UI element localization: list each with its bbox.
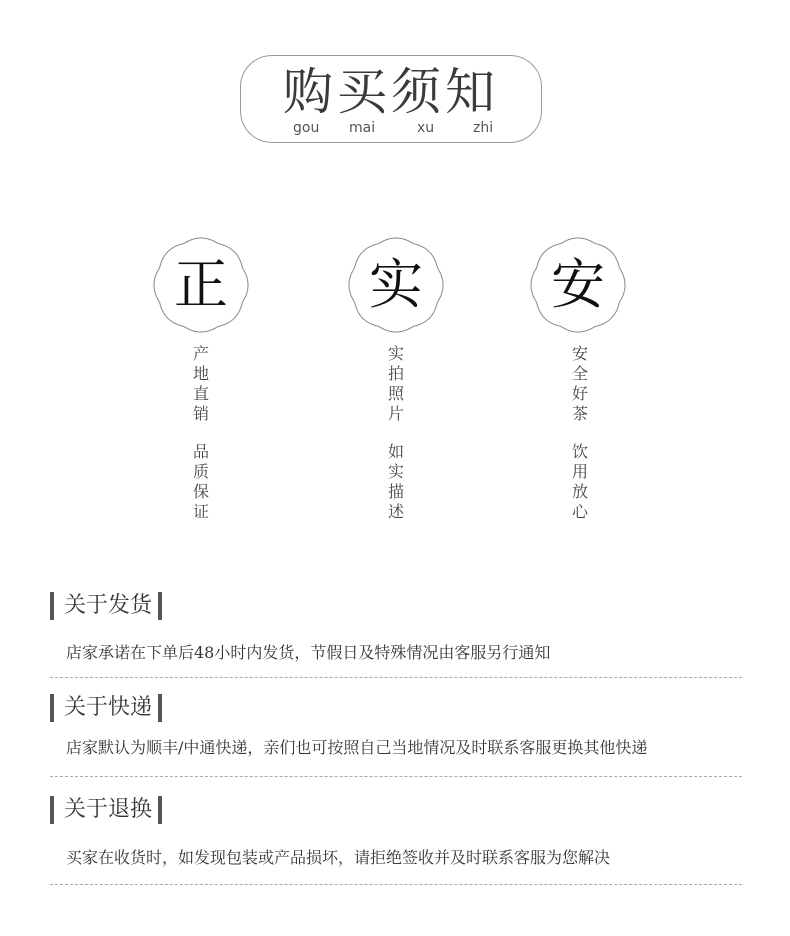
caption-char: 实 [387, 462, 404, 481]
caption-char: 如 [387, 442, 404, 461]
caption-char: 保 [192, 482, 209, 501]
divider [50, 677, 742, 678]
caption-char: 片 [387, 404, 404, 423]
divider [50, 884, 742, 885]
caption-char: 证 [192, 502, 209, 521]
caption-char: 全 [571, 364, 588, 383]
caption-char: 实 [387, 344, 404, 363]
pinyin-mai: mai [349, 120, 376, 136]
caption-char: 销 [192, 404, 209, 423]
badge-char: 安 [551, 253, 605, 316]
badge-shi [348, 237, 444, 333]
section-text-shipping: 店家承诺在下单后48小时内发货，节假日及特殊情况由客服另行通知 [66, 643, 551, 662]
caption-char: 产 [192, 344, 209, 363]
divider [50, 776, 742, 777]
badge-caption-zheng [191, 344, 211, 522]
section-text-express: 店家默认为顺丰/中通快递，亲们也可按照自己当地情况及时联系客服更换其他快递 [66, 738, 648, 757]
badge-caption-an [570, 344, 590, 522]
badge-zheng [153, 237, 249, 333]
section-heading-shipping: 关于发货 [50, 591, 158, 621]
section-heading-returns: 关于退换 [50, 795, 158, 825]
caption-char: 好 [571, 384, 588, 403]
caption-char: 质 [192, 462, 209, 481]
caption-char: 安 [571, 344, 588, 363]
section-text-returns: 买家在收货时，如发现包装或产品损坏，请拒绝签收并及时联系客服为您解决 [66, 848, 611, 867]
caption-char: 地 [192, 364, 209, 383]
badge-char: 实 [369, 253, 423, 316]
caption-char: 拍 [387, 364, 404, 383]
pinyin-gou: gou [293, 120, 320, 136]
caption-char: 饮 [571, 442, 588, 461]
caption-char: 描 [387, 482, 404, 501]
caption-char: 品 [192, 442, 209, 461]
caption-char: 茶 [571, 404, 588, 423]
section-heading-express: 关于快递 [50, 693, 158, 723]
caption-char: 用 [571, 462, 588, 481]
pinyin-zhi: zhi [473, 120, 494, 136]
caption-char: 照 [387, 384, 404, 403]
pinyin-xu: xu [417, 120, 435, 136]
page-title: 购买须知 [283, 63, 499, 121]
badge-an [530, 237, 626, 333]
caption-char: 放 [571, 482, 588, 501]
caption-char: 述 [387, 502, 404, 521]
caption-char: 直 [192, 384, 209, 403]
badge-char: 正 [174, 253, 228, 316]
title-box [240, 55, 542, 143]
badge-caption-shi [386, 344, 406, 522]
caption-char: 心 [571, 502, 588, 521]
